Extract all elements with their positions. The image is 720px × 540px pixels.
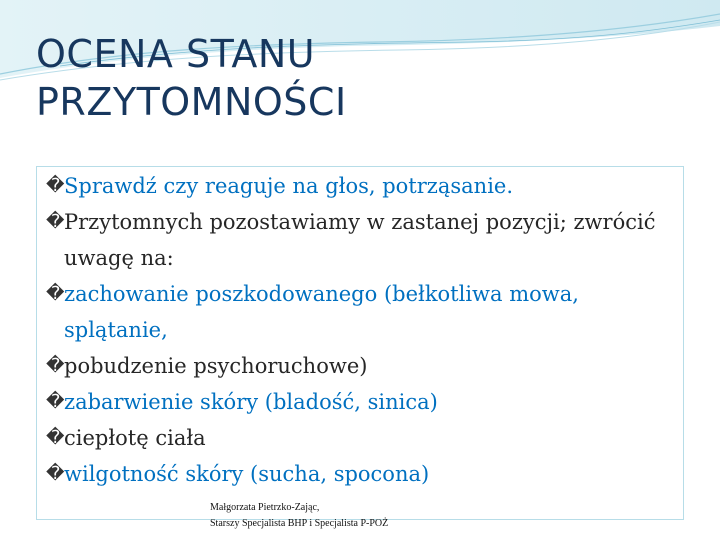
bullet-item — [46, 348, 676, 384]
bullet-item — [46, 204, 676, 276]
bullet-marker: � — [46, 427, 65, 448]
bullet-text: wilgotność skóry (sucha, spocona) — [64, 462, 430, 486]
bullet-item — [46, 276, 676, 348]
title-line-1: OCENA STANU — [36, 32, 316, 76]
author-role: Starszy Specjalista BHP i Specjalista P-POŻ — [210, 518, 389, 529]
bullet-marker: � — [46, 211, 65, 232]
bullet-list — [46, 168, 676, 492]
bullet-marker: � — [46, 463, 65, 484]
title-line-2: PRZYTOMNOŚCI — [36, 80, 347, 124]
slide-title — [36, 30, 636, 126]
bullet-item — [46, 420, 676, 456]
bullet-marker: � — [46, 355, 65, 376]
author-credit — [210, 500, 388, 532]
bullet-marker: � — [46, 391, 65, 412]
bullet-text: zabarwienie skóry (bladość, sinica) — [64, 390, 438, 414]
bullet-text: Przytomnych pozostawiamy w zastanej pozycji; zwrócić uwagę na: — [64, 210, 656, 270]
bullet-text: Sprawdź czy reaguje na głos, potrząsanie. — [64, 174, 514, 198]
author-name: Małgorzata Pietrzko-Zając, — [210, 502, 320, 513]
bullet-item — [46, 456, 676, 492]
bullet-item — [46, 168, 676, 204]
bullet-item — [46, 384, 676, 420]
bullet-text: pobudzenie psychoruchowe) — [64, 354, 368, 378]
bullet-marker: � — [46, 175, 65, 196]
bullet-marker: � — [46, 283, 65, 304]
bullet-text: ciepłotę ciała — [64, 426, 206, 450]
bullet-text: zachowanie poszkodowanego (bełkotliwa mowa, splątanie, — [64, 282, 579, 342]
